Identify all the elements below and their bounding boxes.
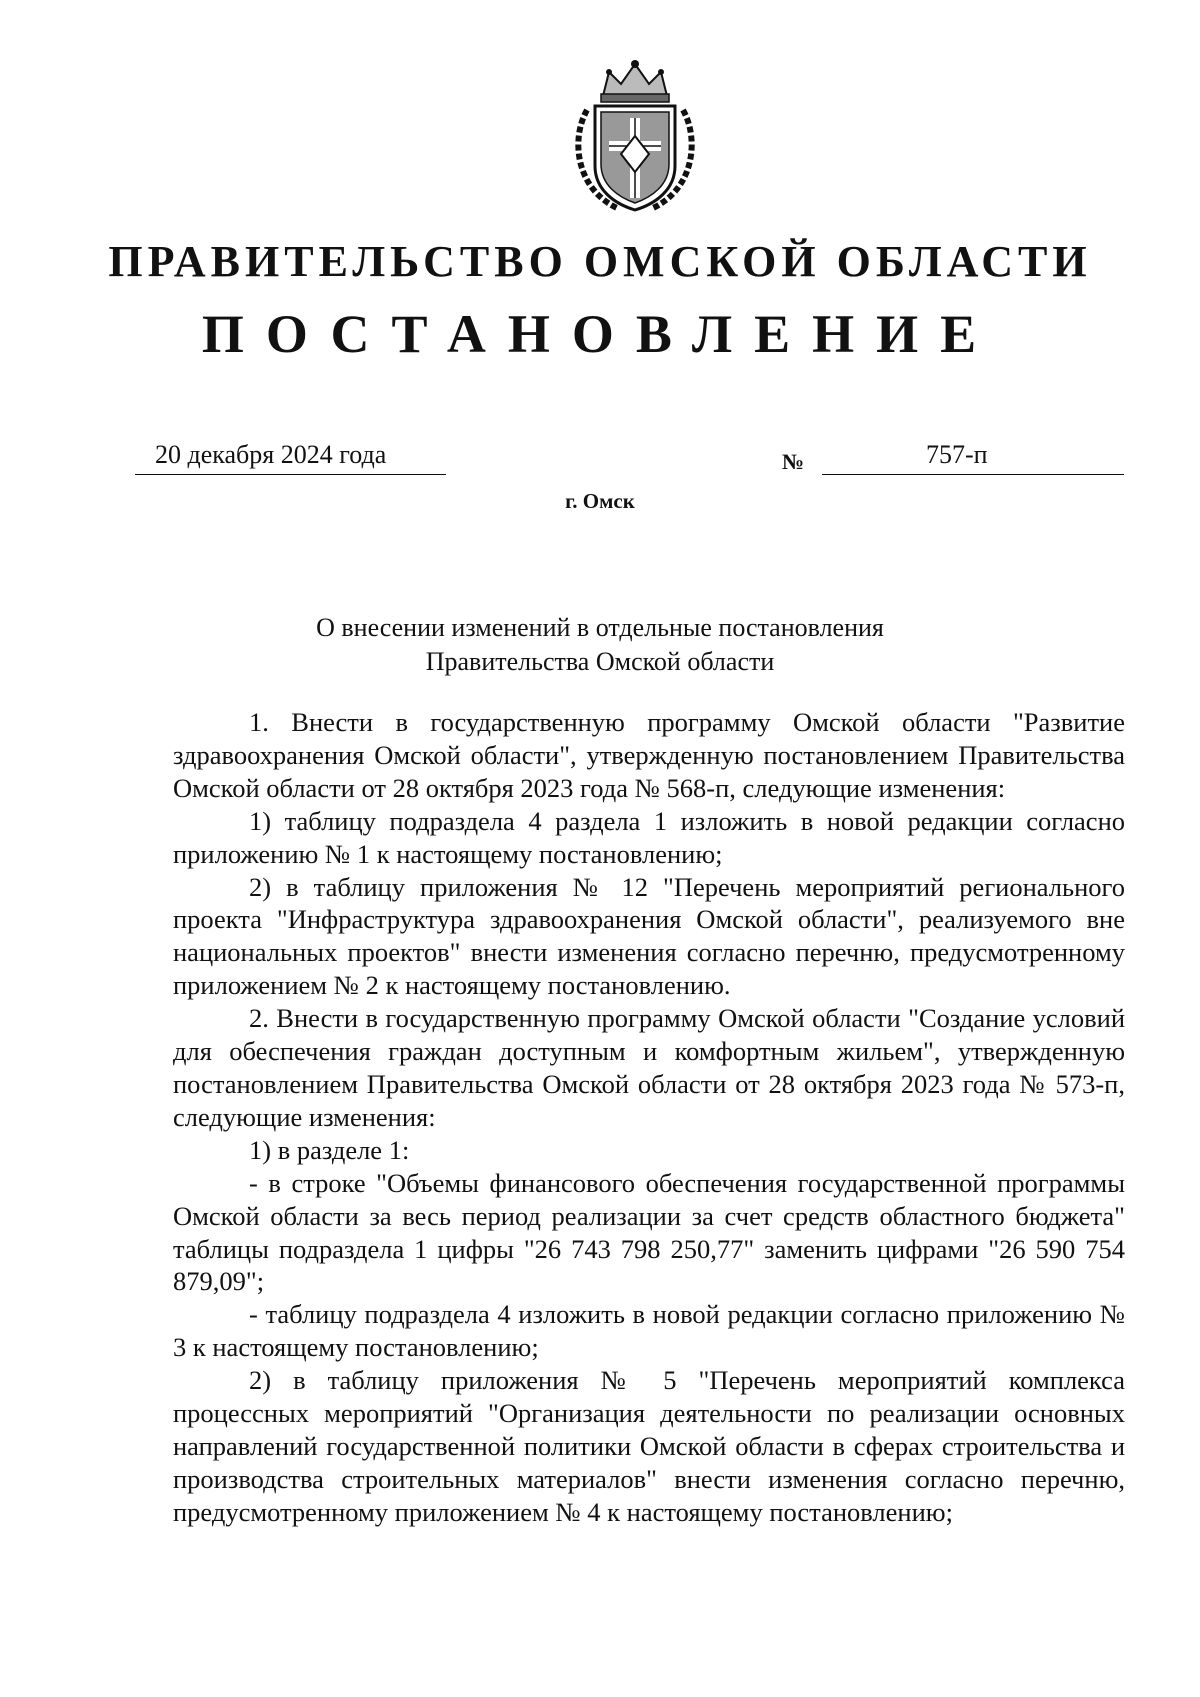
number-sign: № <box>782 449 805 474</box>
document-number: 757-п <box>926 440 988 469</box>
subject-line-1: О внесении изменений в отдельные постановления <box>316 613 884 642</box>
document-subject <box>0 611 1200 679</box>
document-date: 20 декабря 2024 года <box>155 440 387 469</box>
document-body <box>173 706 1125 1529</box>
paragraph: 1) в разделе 1: <box>249 1134 410 1165</box>
omsk-oblast-coat-of-arms-icon <box>565 58 705 214</box>
paragraph: 1) таблицу подраздела 4 раздела 1 изложить в новой редакции согласно приложению № 1 к настоящему постановлению; <box>173 805 1125 869</box>
document-type-title: ПОСТАНОВЛЕНИЕ <box>201 304 999 364</box>
subject-line-2: Правительства Омской области <box>425 647 775 676</box>
paragraph: 2) в таблицу приложения № 12 "Перечень мероприятий регионального проекта "Инфраструктура здравоохранения Омской области", реализуемого вне национальных проектов" внести изменения согласно перечню, предусмотренному приложением № 2 к настоящему постановлению. <box>173 871 1125 1001</box>
date-field <box>135 440 446 475</box>
paragraph: 2) в таблицу приложения № 5 "Перечень мероприятий комплекса процессных мероприятий "Организация деятельности по реализации основных направлений государственной политики Омской области в сферах строительства и производства строительных материалов" внести изменения согласно перечню, предусмотренному приложением № 4 к настоящему постановлению; <box>173 1365 1125 1527</box>
paragraph: 2. Внести в государственную программу Омской области "Создание условий для обеспечения граждан доступным и комфортным жильем", утвержденную постановлением Правительства Омской области от 28 октября 2023 года № 573-п, следующие изменения: <box>173 1003 1125 1132</box>
city-label: г. Омск <box>565 489 635 513</box>
number-field <box>822 440 1124 475</box>
paragraph: - в строке "Объемы финансового обеспечения государственной программы Омской области за весь период реализации за счет средств областного бюджета" таблицы подраздела 1 цифры "26 743 798 250,77" заменить цифрами "26 590 754 879,09"; <box>173 1167 1125 1297</box>
paragraph: - таблицу подраздела 4 изложить в новой редакции согласно приложению № 3 к настоящему постановлению; <box>173 1299 1125 1363</box>
paragraph: 1. Внести в государственную программу Омской области "Развитие здравоохранения Омской области", утвержденную постановлением Правительства Омской области от 28 октября 2023 года № 568-п, следующие изменения: <box>173 707 1125 803</box>
government-title: ПРАВИТЕЛЬСТВО ОМСКОЙ ОБЛАСТИ <box>108 237 1092 286</box>
